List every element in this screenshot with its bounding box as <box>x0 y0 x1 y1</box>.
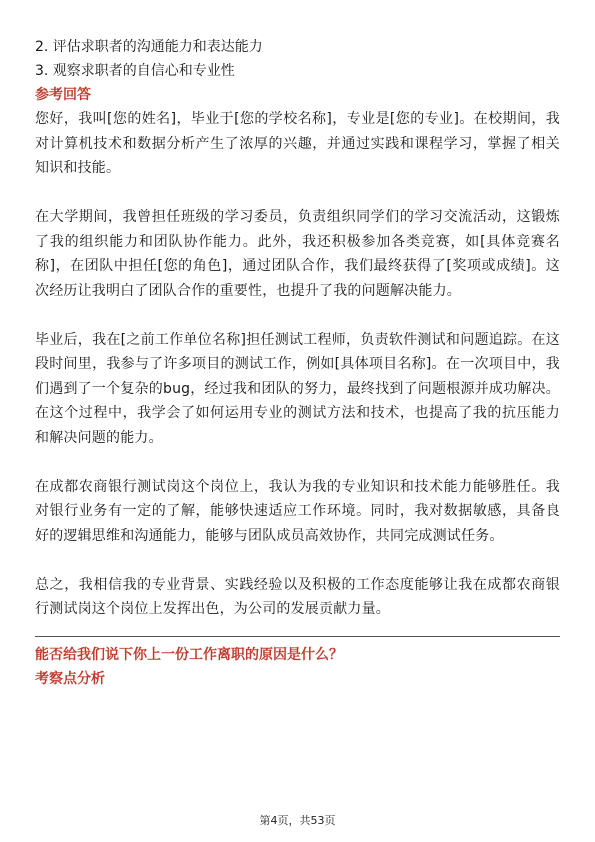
answer-paragraph-2: 在大学期间，我曾担任班级的学习委员，负责组织同学们的学习交流活动，这锻炼了我的组织能力和团队协作能力。此外，我还积极参加各类竞赛，如[具体竞赛名称]，在团队中担任[您的角色]，通过团队合作，我们最终获得了[奖项或成绩]。这次经历让我明白了团队合作的重要性，也提升了我的问题解决能力。 <box>35 209 560 299</box>
paragraph-spacer <box>35 303 560 328</box>
list-item-2: 2. 评估求职者的沟通能力和表达能力 <box>35 39 263 55</box>
next-question-heading: 能否给我们说下你上一份工作离职的原因是什么？ <box>35 646 343 663</box>
answer-paragraph-5: 总之，我相信我的专业背景、实践经验以及积极的工作态度能够让我在成都农商银行测试岗这个岗位上发挥出色，为公司的发展贡献力量。 <box>35 576 560 617</box>
paragraph-spacer <box>35 181 560 206</box>
answer-paragraph-3: 毕业后，我在[之前工作单位名称]担任测试工程师，负责软件测试和问题追踪。在这段时间里，我参与了许多项目的测试工作，例如[具体项目名称]。在一次项目中，我们遇到了一个复杂的bug，经过我和团队的努力，最终找到了问题根源并成功解决。在这个过程中，我学会了如何运用专业的测试方法和技术，也提高了我的抗压能力和解决问题的能力。 <box>35 331 560 446</box>
answer-heading: 参考回答 <box>35 87 91 103</box>
page-number-footer: 第4页，共53页 <box>259 814 336 827</box>
section-divider <box>35 636 560 637</box>
paragraph-spacer <box>35 548 560 573</box>
list-item-3: 3. 观察求职者的自信心和专业性 <box>35 63 235 79</box>
paragraph-spacer <box>35 450 560 475</box>
answer-paragraph-1: 您好，我叫[您的姓名]，毕业于[您的学校名称]，专业是[您的专业]。在校期间，我对计算机技术和数据分析产生了浓厚的兴趣，并通过实践和课程学习，掌握了相关知识和技能。 <box>35 111 560 176</box>
answer-paragraph-4: 在成都农商银行测试岗这个岗位上，我认为我的专业知识和技术能力能够胜任。我对银行业务有一定的了解，能够快速适应工作环境。同时，我对数据敏感，具备良好的逻辑思维和沟通能力，能够与团队成员高效协作，共同完成测试任务。 <box>35 478 560 544</box>
page-content <box>35 35 560 691</box>
analysis-heading: 考察点分析 <box>35 670 105 687</box>
